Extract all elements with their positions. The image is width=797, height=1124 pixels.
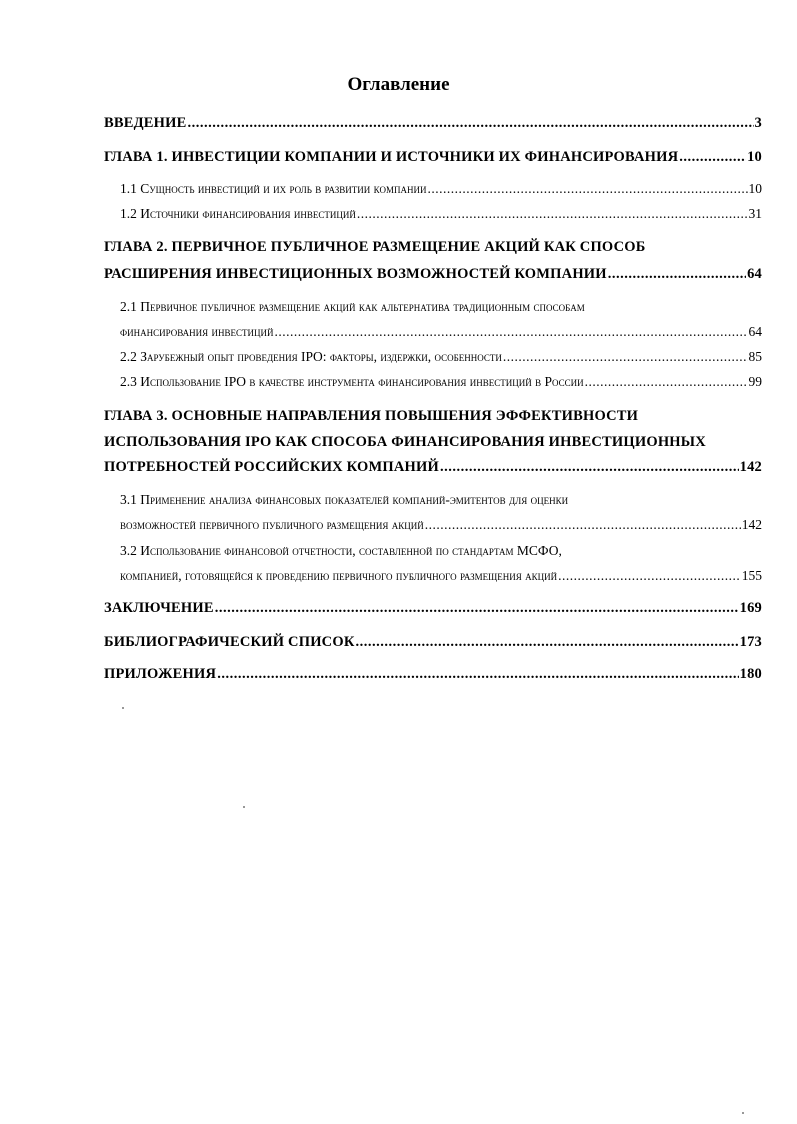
toc-entry-label: ГЛАВА 2. ПЕРВИЧНОЕ ПУБЛИЧНОЕ РАЗМЕЩЕНИЕ АКЦИЙ КАК СПОСОБ [104,239,646,255]
toc-entry-introduction[interactable] [104,115,762,132]
toc-page-number: 31 [748,206,762,221]
toc-entry-section-3-1[interactable] [120,517,762,533]
leader-dots [503,349,748,365]
toc-entry-chapter-1[interactable] [104,149,762,166]
toc-entry-appendices[interactable] [104,666,762,683]
toc-entry-label: ЗАКЛЮЧЕНИЕ [104,600,214,616]
scan-speck [742,1112,744,1114]
toc-entry-label: ПРИЛОЖЕНИЯ [104,666,217,682]
toc-entry-label: финансирования инвестиций [120,324,274,339]
leader-dots [558,568,741,584]
toc-page-number: 173 [739,634,762,650]
toc-page-number: 3 [754,115,762,131]
toc-page-number: 64 [748,324,762,339]
toc-page-number: 180 [739,666,762,682]
toc-entry-label: 1.1 Сущность инвестиций и их роль в развитии компании [120,181,427,196]
toc-entry-section-2-2[interactable] [120,349,762,365]
toc-entry-label: ВВЕДЕНИЕ [104,115,187,131]
toc-entry-section-2-1-line-1[interactable] [120,299,762,315]
toc-entry-section-2-1[interactable] [120,324,762,340]
toc-entry-label: ИСПОЛЬЗОВАНИЯ IPO КАК СПОСОБА ФИНАНСИРОВАНИЯ ИНВЕСТИЦИОННЫХ [104,434,706,450]
toc-entry-chapter-3[interactable] [104,459,762,476]
toc-page-number: 142 [741,517,762,532]
leader-dots [357,206,748,222]
toc-page-number: 64 [747,266,762,282]
leader-dots [440,459,739,476]
toc-entry-chapter-3-line-2[interactable] [104,434,762,451]
leader-dots [356,634,739,651]
leader-dots [585,374,748,390]
toc-entry-label: БИБЛИОГРАФИЧЕСКИЙ СПИСОК [104,634,355,650]
scan-speck [243,806,245,808]
toc-entry-section-1-1[interactable] [120,181,762,197]
toc-entry-label: ГЛАВА 3. ОСНОВНЫЕ НАПРАВЛЕНИЯ ПОВЫШЕНИЯ ЭФФЕКТИВНОСТИ [104,408,639,424]
toc-entry-conclusion[interactable] [104,600,762,617]
toc-page-number: 142 [739,459,762,475]
leader-dots [679,149,746,166]
toc-entry-label: 3.1 Применение анализа финансовых показателей компаний-эмитентов для оценки [120,492,569,507]
leader-dots [427,181,747,197]
toc-entry-label: РАСШИРЕНИЯ ИНВЕСТИЦИОННЫХ ВОЗМОЖНОСТЕЙ КОМПАНИИ [104,266,607,282]
leader-dots [215,600,739,617]
page-title: Оглавление [347,74,450,95]
toc-entry-section-2-3[interactable] [120,374,762,390]
toc-entry-label: возможностей первичного публичного размещения акций [120,517,424,532]
toc-entry-section-1-2[interactable] [120,206,762,222]
leader-dots [188,115,754,132]
toc-page-number: 10 [748,181,762,196]
toc-page-number: 85 [748,349,762,364]
toc-page-number: 155 [741,568,762,583]
scan-speck [122,707,124,709]
toc-page-number: 10 [747,149,762,165]
toc-page-number: 99 [748,374,762,389]
toc-entry-chapter-2-line-1[interactable] [104,239,762,256]
toc-entry-bibliography[interactable] [104,634,762,651]
leader-dots [217,666,738,683]
toc-entry-label: компанией, готовящейся к проведению первичного публичного размещения акций [120,568,558,583]
leader-dots [275,324,748,340]
toc-entry-label: 1.2 Источники финансирования инвестиций [120,206,356,221]
leader-dots [608,266,746,283]
toc-entry-label: 2.2 Зарубежный опыт проведения IPO: факторы, издержки, особенности [120,349,502,364]
toc-entry-section-3-1-line-1[interactable] [120,492,762,508]
toc-entry-section-3-2[interactable] [120,568,762,584]
leader-dots [425,517,741,533]
toc-entry-label: 3.2 Использование финансовой отчетности, составленной по стандартам МСФО, [120,543,562,558]
toc-entry-chapter-2[interactable] [104,266,762,283]
toc-entry-label: 2.1 Первичное публичное размещение акций как альтернатива традиционным способам [120,299,585,314]
toc-entry-label: ПОТРЕБНОСТЕЙ РОССИЙСКИХ КОМПАНИЙ [104,459,439,475]
toc-entry-chapter-3-line-1[interactable] [104,408,762,425]
toc-page-number: 169 [739,600,762,616]
toc-entry-label: 2.3 Использование IPO в качестве инструмента финансирования инвестиций в России [120,374,584,389]
toc-entry-section-3-2-line-1[interactable] [120,543,762,559]
toc-entry-label: ГЛАВА 1. ИНВЕСТИЦИИ КОМПАНИИ И ИСТОЧНИКИ ИХ ФИНАНСИРОВАНИЯ [104,149,679,165]
